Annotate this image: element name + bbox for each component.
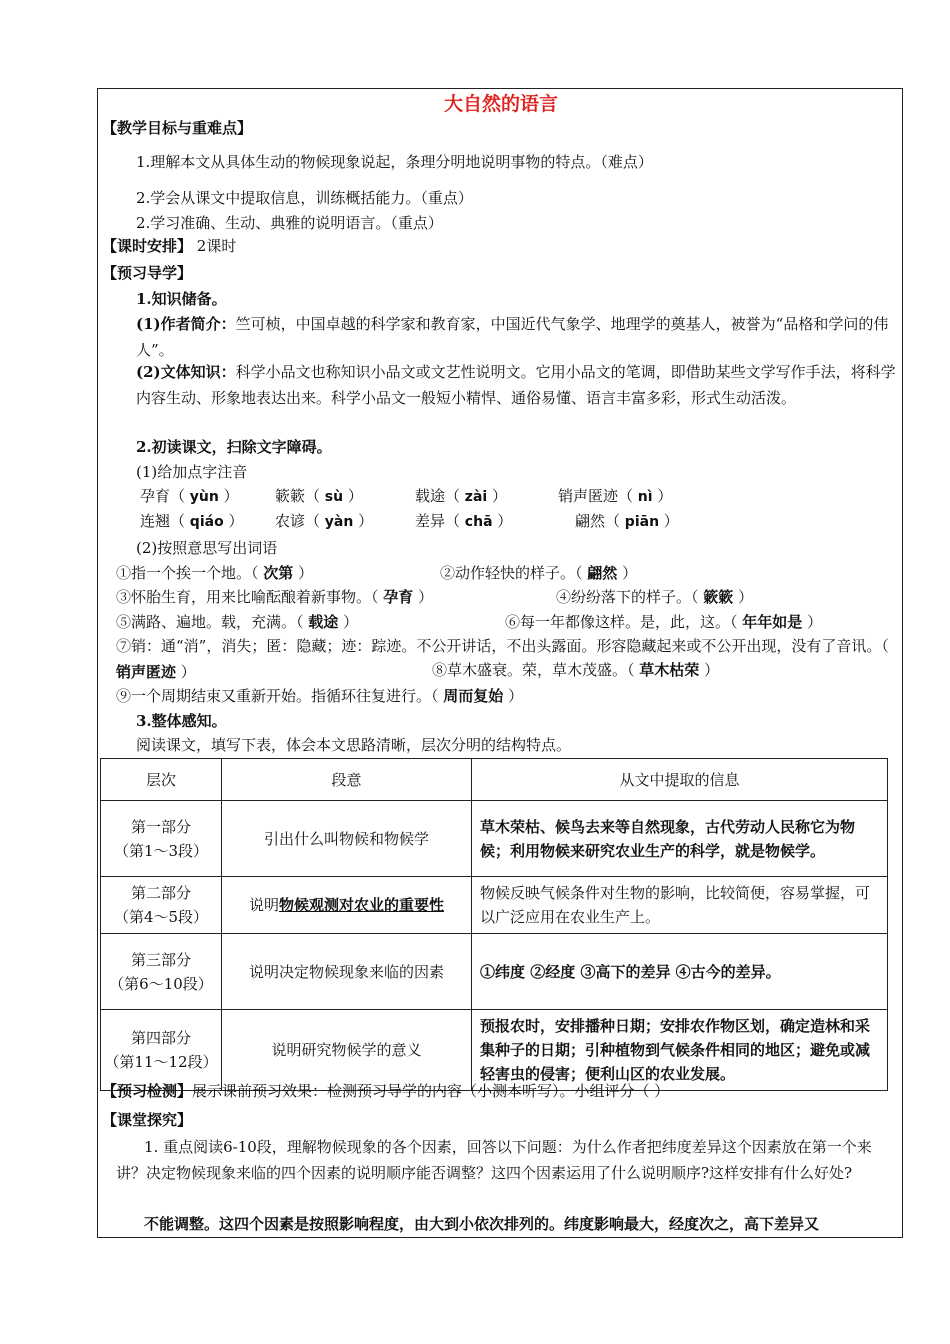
part-cell: 第三部分 （第6～10段） <box>101 934 222 1010</box>
part-cell: 第四部分 （第11～12段） <box>101 1010 222 1091</box>
vocab-item: ②动作轻快的样子。（ 翩然 ） <box>440 564 638 582</box>
schedule-heading: 【课时安排】 <box>102 237 193 255</box>
info-cell: 预报农时，安排播种日期；安排农作物区划，确定造林和采集种子的日期；引种植物到气候条件相同的地区；避免或减轻害虫的侵害；便利山区的农业发展。 <box>472 1010 888 1091</box>
meaning-cell: 说明物候观测对农业的重要性 <box>222 877 472 934</box>
info-cell: ①纬度 ②经度 ③高下的差异 ④古今的差异。 <box>472 934 888 1010</box>
structure-table <box>100 758 888 1091</box>
check-line <box>102 1081 669 1101</box>
table-header: 层次 <box>101 759 222 801</box>
check-heading: 【预习检测】 <box>102 1082 193 1100</box>
page-title: 大自然的语言 <box>443 93 558 115</box>
goal-item-1: 1.理解本文从具体生动的物候现象说起，条理分明地说明事物的特点。（难点） <box>136 153 653 171</box>
vocab-item: ①指一个挨一个地。（ 次第 ） <box>116 564 314 582</box>
vocab-item: ⑦销：通“消”，消失；匿：隐藏；迹：踪迹。不公开讲话，不出头露面。形容隐藏起来或不公开出现，没有了音讯。（ 销声匿迹 ） <box>116 637 889 681</box>
vocab-item: ⑧草木盛衰。荣，草木茂盛。（ 草木枯荣 ） <box>432 661 720 679</box>
author-label: (1)作者简介： <box>136 315 236 333</box>
pinyin-item: 簌簌（ sù ） <box>275 487 363 505</box>
vocab-item: ⑤满路、遍地。载，充满。（ 载途 ） <box>116 613 359 631</box>
explore-heading: 【课堂探究】 <box>102 1111 193 1129</box>
genre-text: 科学小品文也称知识小品文或文艺性说明文。它用小品文的笔调，即借助某些文学写作手法，将科学内容生动、形象地表达出来。科学小品文一般短小精悍、通俗易懂、语言丰富多彩，形式生动活泼。 <box>136 363 896 407</box>
author-intro <box>136 311 896 363</box>
table-header-row <box>101 759 888 801</box>
overview-heading: 3.整体感知。 <box>136 712 227 730</box>
schedule-line <box>102 236 236 256</box>
part-cell: 第二部分 （第4～5段） <box>101 877 222 934</box>
goal-item-3: 2.学习准确、生动、典雅的说明语言。（重点） <box>136 214 443 232</box>
pinyin-item: 载途（ zài ） <box>415 487 507 505</box>
table-intro: 阅读课文，填写下表，体会本文思路清晰，层次分明的结构特点。 <box>136 736 572 754</box>
schedule-value: 2课时 <box>196 237 237 255</box>
table-header: 从文中提取的信息 <box>472 759 888 801</box>
pinyin-item: 差异（ chā ） <box>415 512 513 530</box>
meaning-cell: 说明决定物候现象来临的因素 <box>222 934 472 1010</box>
vocab-item: ③怀胎生育，用来比喻酝酿着新事物。（ 孕育 ） <box>116 588 434 606</box>
info-cell: 物候反映气候条件对生物的影响，比较简便，容易掌握，可以广泛应用在农业生产上。 <box>472 877 888 934</box>
goal-item-2: 2.学会从课文中提取信息，训练概括能力。（重点） <box>136 189 473 207</box>
knowledge-heading: 1.知识储备。 <box>136 290 227 308</box>
meaning-cell: 说明研究物候学的意义 <box>222 1010 472 1091</box>
table-header: 段意 <box>222 759 472 801</box>
table-row <box>101 877 888 934</box>
pinyin-item: 翩然（ piān ） <box>575 512 679 530</box>
vocab-item: ④纷纷落下的样子。（ 簌簌 ） <box>556 588 754 606</box>
explore-question: 1. 重点阅读6-10段，理解物候现象的各个因素，回答以下问题：为什么作者把纬度差异这个因素放在第一个来讲？决定物候现象来临的四个因素的说明顺序能否调整？这四个因素运用了什么说明顺序?这样安排有什么好处? <box>116 1138 872 1182</box>
part-cell: 第一部分 （第1～3段） <box>101 801 222 877</box>
table-row <box>101 801 888 877</box>
table-row <box>101 934 888 1010</box>
genre-intro <box>136 359 896 411</box>
info-cell: 草木荣枯、候鸟去来等自然现象，古代劳动人民称它为物候；利用物候来研究农业生产的科学，就是物候学。 <box>472 801 888 877</box>
check-text: 展示课前预习效果：检测预习导学的内容（小测本听写）。小组评分（ ） <box>192 1082 670 1100</box>
vocab-item: ⑥每一年都像这样。是，此，这。（ 年年如是 ） <box>505 613 823 631</box>
pinyin-intro: (1)给加点字注音 <box>136 463 248 481</box>
vocab-intro: (2)按照意思写出词语 <box>136 539 278 557</box>
preview-heading: 【预习导学】 <box>102 264 193 282</box>
vocab-item: ⑨一个周期结束又重新开始。指循环往复进行。（ 周而复始 ） <box>116 687 524 705</box>
goals-heading: 【教学目标与重难点】 <box>102 119 253 137</box>
genre-label: (2)文体知识： <box>136 363 236 381</box>
meaning-cell: 引出什么叫物候和物候学 <box>222 801 472 877</box>
table-row <box>101 1010 888 1091</box>
pinyin-item: 农谚（ yàn ） <box>275 512 374 530</box>
pinyin-item: 连翘（ qiáo ） <box>140 512 244 530</box>
pinyin-item: 销声匿迹（ nì ） <box>558 487 673 505</box>
read-heading: 2.初读课文，扫除文字障碍。 <box>136 438 332 456</box>
pinyin-item: 孕育（ yùn ） <box>140 487 239 505</box>
explore-answer: 不能调整。这四个因素是按照影响程度，由大到小依次排列的。纬度影响最大，经度次之，高下差异又 <box>144 1215 820 1233</box>
author-text: 竺可桢，中国卓越的科学家和教育家，中国近代气象学、地理学的奠基人，被誉为“品格和学问的伟人”。 <box>136 315 889 359</box>
